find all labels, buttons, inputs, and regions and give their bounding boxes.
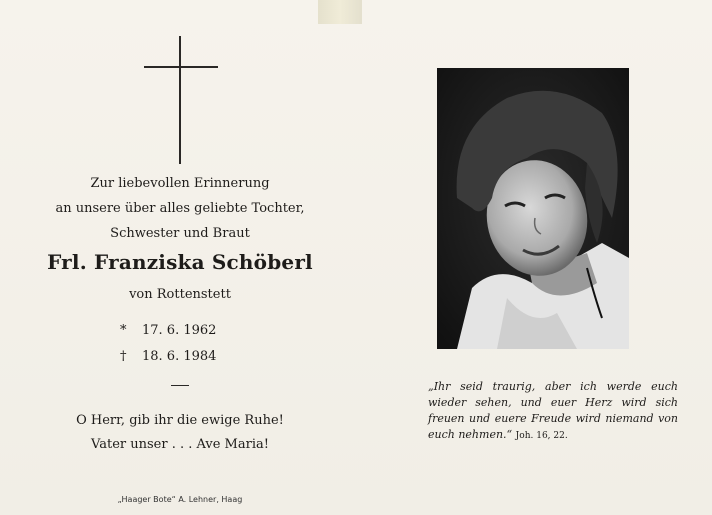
prayer-line-1: O Herr, gib ihr die ewige Ruhe!: [76, 413, 284, 428]
birth-date: 17. 6. 1962: [142, 323, 217, 338]
separator: [171, 385, 189, 386]
deceased-name: Frl. Franziska Schöberl: [47, 250, 313, 274]
death-date-row: [120, 349, 216, 364]
death-date: 18. 6. 1984: [142, 349, 217, 364]
birth-symbol: *: [120, 323, 127, 338]
portrait-photo: [437, 68, 629, 349]
intro-line-1: Zur liebevollen Erinnerung: [90, 176, 270, 191]
tape-strip: [318, 0, 362, 24]
quote-reference: Joh. 16, 22.: [515, 431, 568, 441]
prayer-line-2: Vater unser . . . Ave Maria!: [91, 437, 269, 452]
birth-date-row: [120, 323, 216, 338]
origin: von Rottenstett: [129, 287, 231, 302]
portrait-photo-icon: [437, 68, 629, 349]
intro-line-3: Schwester und Braut: [110, 226, 250, 241]
cross-icon: [144, 36, 218, 164]
printer-imprint: „Haager Bote“ A. Lehner, Haag: [117, 495, 243, 504]
bible-quote: [428, 379, 678, 444]
death-symbol: †: [120, 349, 127, 364]
intro-line-2: an unsere über alles geliebte Tochter,: [55, 201, 305, 216]
quote-text: „Ihr seid traurig, aber ich werde euch wieder sehen, und euer Herz wird sich freuen und euere Freude wird niemand von euch nehmen.“: [428, 380, 678, 441]
